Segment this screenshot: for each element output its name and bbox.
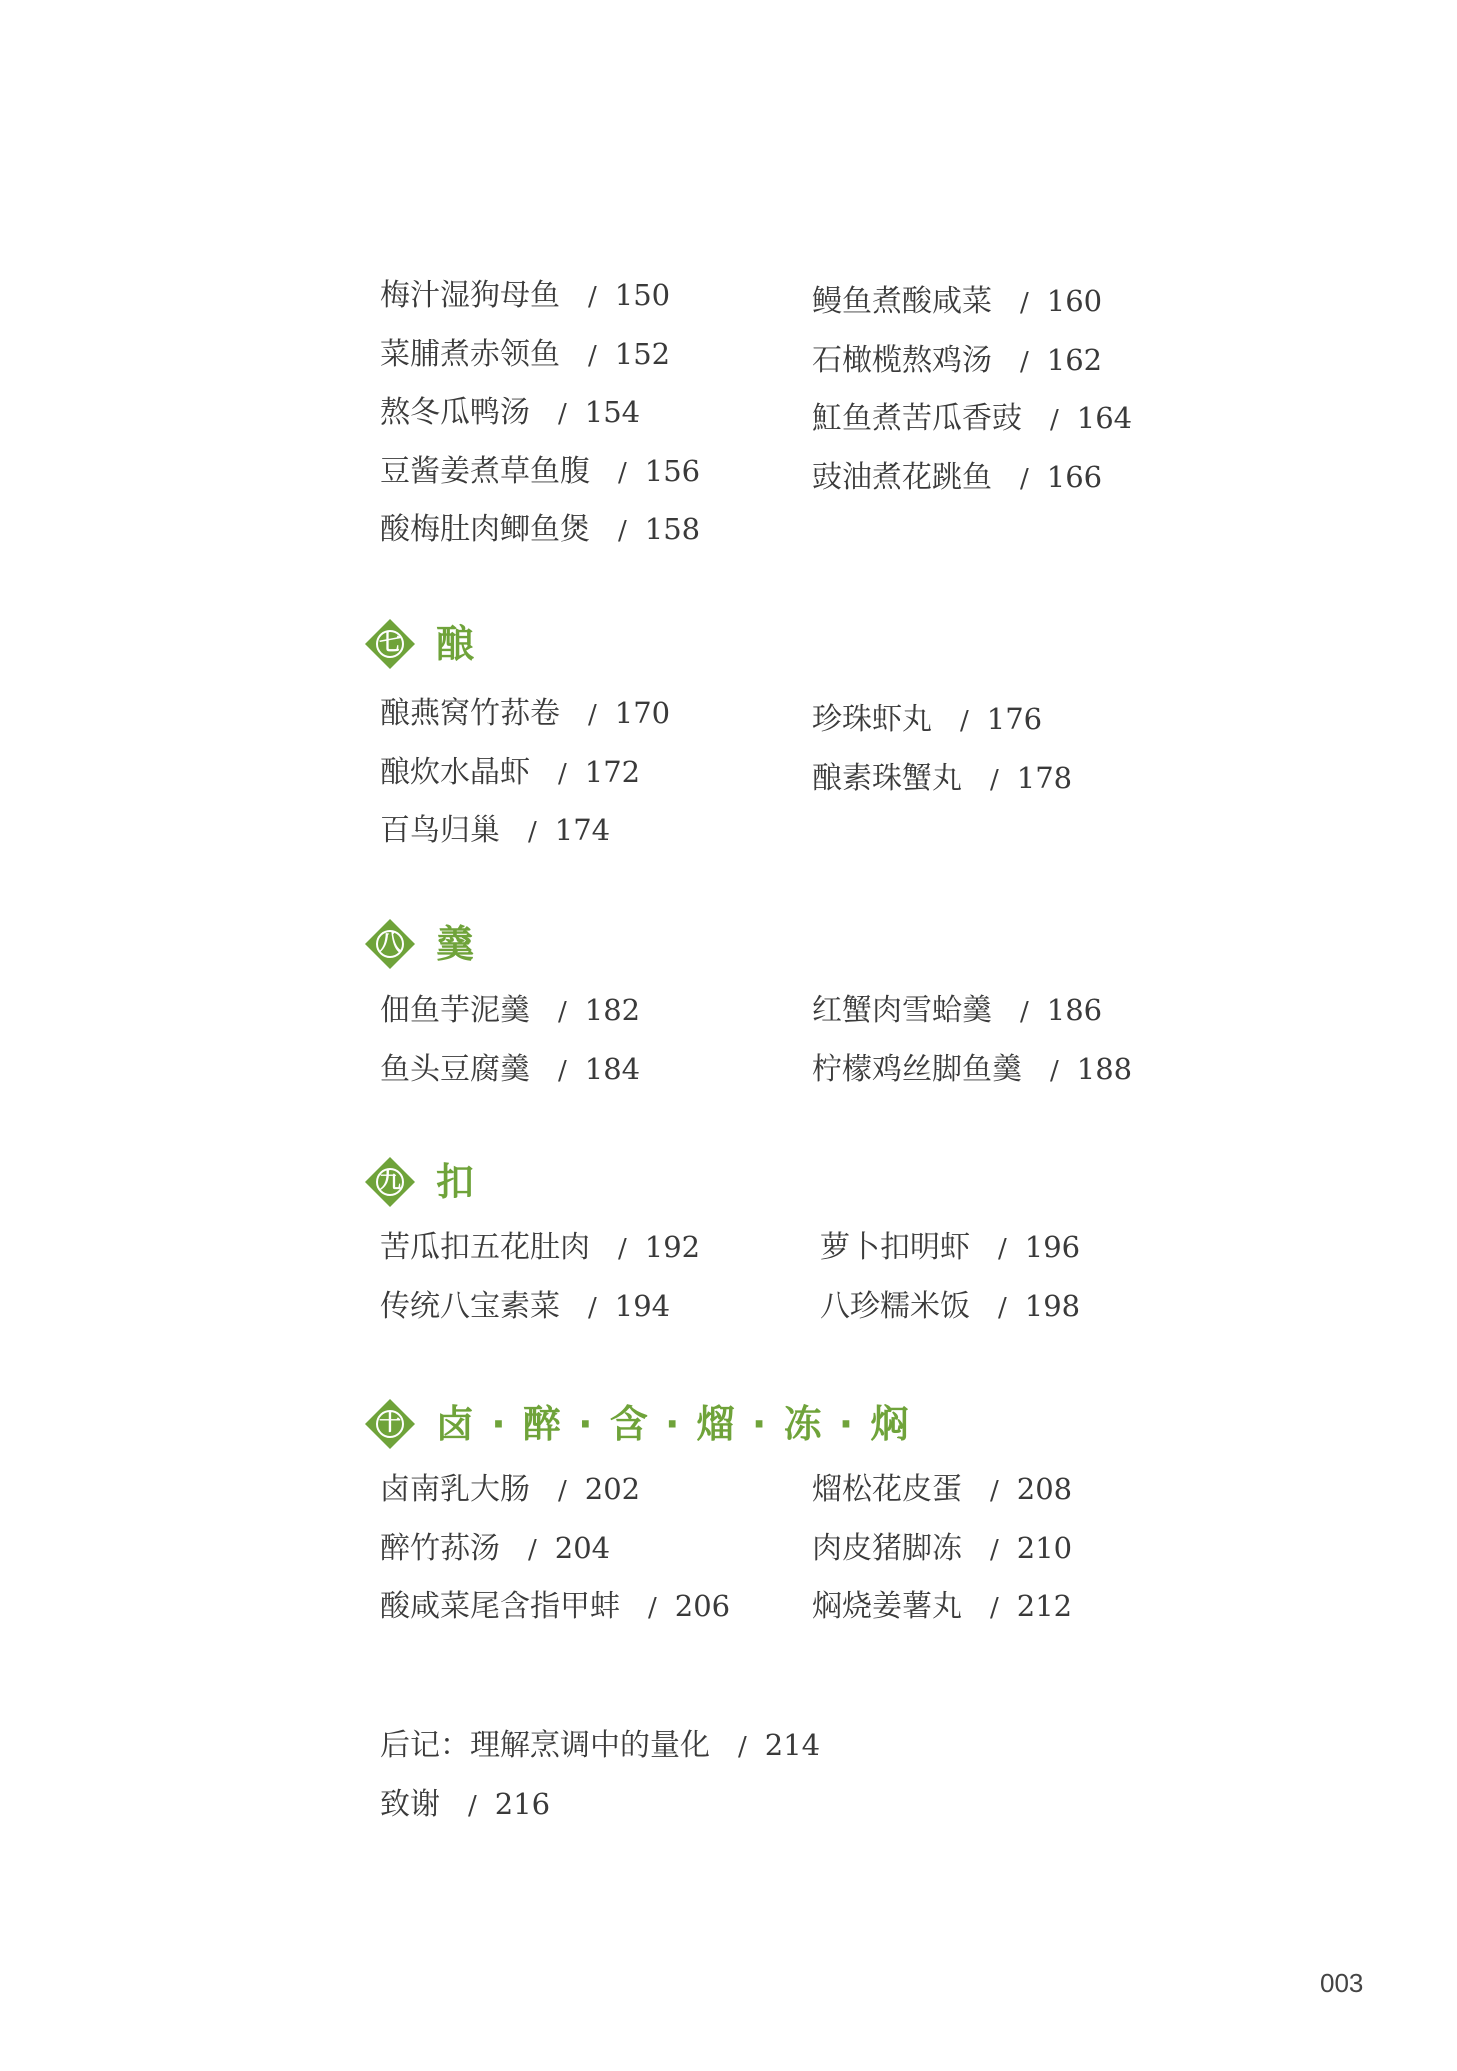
entry-page-number: 196 <box>1024 1230 1081 1264</box>
toc-entry[interactable] <box>812 340 1102 382</box>
toc-entry[interactable] <box>812 990 1102 1032</box>
entry-page-number: 206 <box>674 1589 731 1623</box>
toc-entry[interactable] <box>380 451 700 493</box>
entry-title: 醉竹荪汤 <box>380 1530 500 1566</box>
entry-page-number: 176 <box>986 702 1043 736</box>
toc-entry[interactable] <box>380 1286 670 1328</box>
toc-entry[interactable] <box>812 1586 1072 1628</box>
separator-slash: / <box>998 1234 1007 1264</box>
entry-page-number: 208 <box>1016 1472 1073 1506</box>
separator-slash: / <box>1050 1055 1059 1086</box>
toc-entry[interactable] <box>380 334 670 376</box>
section-title: 扣 <box>436 1160 477 1204</box>
entry-page-number: 172 <box>584 754 641 789</box>
entry-title: 酸梅肚肉鲫鱼煲 <box>380 512 590 547</box>
separator-slash: / <box>618 516 627 546</box>
toc-entry[interactable] <box>820 1286 1080 1328</box>
toc-entry[interactable] <box>812 281 1102 323</box>
entry-page-number: 204 <box>554 1530 611 1565</box>
toc-entry[interactable] <box>380 1725 820 1767</box>
toc-entry[interactable] <box>380 1784 550 1826</box>
entry-page-number: 174 <box>554 813 611 847</box>
entry-page-number: 160 <box>1046 284 1103 318</box>
separator-slash: / <box>1020 288 1029 318</box>
separator-slash: / <box>618 457 627 488</box>
entry-page-number: 158 <box>644 512 701 546</box>
entry-page-number: 188 <box>1076 1051 1133 1086</box>
entry-title: 豉油煮花跳鱼 <box>812 459 992 495</box>
toc-entry[interactable] <box>820 1227 1080 1269</box>
section-number: 八 <box>378 931 401 956</box>
entry-title: 鱼头豆腐羹 <box>380 1051 530 1087</box>
toc-entry[interactable] <box>380 509 700 551</box>
entry-title: 八珍糯米饭 <box>820 1288 970 1324</box>
separator-slash: / <box>468 1790 477 1821</box>
toc-entry[interactable] <box>380 752 640 794</box>
entry-title: 鳗鱼煮酸咸菜 <box>812 284 992 319</box>
separator-slash: / <box>558 399 567 429</box>
entry-page-number: 186 <box>1046 993 1103 1027</box>
entry-title: 酿炊水晶虾 <box>380 754 530 790</box>
entry-title: 酸咸菜尾含指甲蚌 <box>380 1589 620 1624</box>
separator-slash: / <box>990 764 999 795</box>
toc-entry[interactable] <box>380 1586 730 1628</box>
entry-page-number: 192 <box>644 1230 701 1264</box>
separator-slash: / <box>738 1732 747 1762</box>
toc-entry[interactable] <box>812 398 1132 440</box>
toc-entry[interactable] <box>380 1528 610 1570</box>
entry-title: 百鸟归巢 <box>380 813 500 848</box>
toc-entry[interactable] <box>812 1528 1072 1570</box>
entry-title: 肉皮猪脚冻 <box>812 1530 962 1566</box>
entry-page-number: 212 <box>1016 1589 1073 1623</box>
entry-page-number: 156 <box>644 453 701 488</box>
entry-title: 珍珠虾丸 <box>812 702 932 737</box>
entry-page-number: 150 <box>614 278 671 312</box>
separator-slash: / <box>1020 346 1029 377</box>
toc-entry[interactable] <box>380 275 670 317</box>
toc-entry[interactable] <box>812 699 1042 741</box>
section-number: 九 <box>378 1169 401 1194</box>
separator-slash: / <box>990 1534 999 1565</box>
entry-title: 后记：理解烹调中的量化 <box>380 1728 710 1763</box>
entry-page-number: 214 <box>764 1728 821 1762</box>
entry-page-number: 182 <box>584 993 641 1027</box>
separator-slash: / <box>618 1234 627 1264</box>
section-number-badge-icon <box>364 1156 416 1208</box>
separator-slash: / <box>998 1292 1007 1323</box>
toc-entry[interactable] <box>812 1469 1072 1511</box>
entry-title: 卤南乳大肠 <box>380 1472 530 1507</box>
section-number: 十 <box>378 1411 401 1436</box>
entry-title: 致谢 <box>380 1786 440 1822</box>
section-number-badge-icon <box>364 1398 416 1450</box>
separator-slash: / <box>528 817 537 847</box>
section-number-badge-icon <box>364 918 416 970</box>
separator-slash: / <box>558 1476 567 1506</box>
entry-title: 梅汁湿狗母鱼 <box>380 278 560 313</box>
separator-slash: / <box>1020 997 1029 1027</box>
separator-slash: / <box>588 1292 597 1323</box>
entry-page-number: 178 <box>1016 760 1073 795</box>
entry-page-number: 170 <box>614 696 671 730</box>
entry-page-number: 162 <box>1046 342 1103 377</box>
entry-page-number: 198 <box>1024 1288 1081 1323</box>
toc-entry[interactable] <box>380 1469 640 1511</box>
separator-slash: / <box>588 282 597 312</box>
separator-slash: / <box>990 1476 999 1506</box>
section-number-badge-icon <box>364 618 416 670</box>
separator-slash: / <box>960 706 969 736</box>
toc-entry[interactable] <box>812 1049 1132 1091</box>
entry-title: 熘松花皮蛋 <box>812 1472 962 1507</box>
toc-entry[interactable] <box>812 758 1072 800</box>
entry-page-number: 202 <box>584 1472 641 1506</box>
toc-entry[interactable] <box>380 693 670 735</box>
separator-slash: / <box>648 1593 657 1623</box>
toc-entry[interactable] <box>380 810 610 852</box>
entry-page-number: 210 <box>1016 1530 1073 1565</box>
entry-title: 红蟹肉雪蛤羹 <box>812 993 992 1028</box>
separator-slash: / <box>558 997 567 1027</box>
entry-title: 萝卜扣明虾 <box>820 1230 970 1265</box>
section-title: 卤 · 醉 · 含 · 熘 · 冻 · 焖 <box>436 1402 911 1446</box>
toc-entry[interactable] <box>380 1227 700 1269</box>
entry-title: 酿素珠蟹丸 <box>812 760 962 796</box>
entry-title: 豆酱姜煮草鱼腹 <box>380 453 590 489</box>
separator-slash: / <box>558 1055 567 1086</box>
separator-slash: / <box>588 700 597 730</box>
entry-title: 传统八宝素菜 <box>380 1288 560 1324</box>
entry-title: 魟鱼煮苦瓜香豉 <box>812 401 1022 436</box>
page-number: 003 <box>1320 1968 1364 1998</box>
entry-page-number: 184 <box>584 1051 641 1086</box>
toc-entry[interactable] <box>380 392 640 434</box>
entry-title: 酿燕窝竹荪卷 <box>380 696 560 731</box>
section-title: 羹 <box>436 922 477 966</box>
entry-page-number: 166 <box>1046 459 1103 494</box>
entry-page-number: 154 <box>584 395 641 429</box>
separator-slash: / <box>990 1593 999 1623</box>
entry-page-number: 216 <box>494 1786 551 1821</box>
entry-title: 菜脯煮赤领鱼 <box>380 336 560 372</box>
toc-entry[interactable] <box>380 1049 640 1091</box>
separator-slash: / <box>1020 463 1029 494</box>
toc-entry[interactable] <box>380 990 640 1032</box>
separator-slash: / <box>588 340 597 371</box>
separator-slash: / <box>558 758 567 789</box>
section-number: 七 <box>378 631 401 656</box>
entry-title: 柠檬鸡丝脚鱼羹 <box>812 1051 1022 1087</box>
entry-page-number: 194 <box>614 1288 671 1323</box>
entry-page-number: 164 <box>1076 401 1133 435</box>
entry-page-number: 152 <box>614 336 671 371</box>
section-title: 酿 <box>436 622 477 666</box>
separator-slash: / <box>528 1534 537 1565</box>
toc-entry[interactable] <box>812 457 1102 499</box>
entry-title: 石橄榄熬鸡汤 <box>812 342 992 378</box>
entry-title: 焖烧姜薯丸 <box>812 1589 962 1624</box>
entry-title: 苦瓜扣五花肚肉 <box>380 1230 590 1265</box>
entry-title: 佃鱼芋泥羹 <box>380 993 530 1028</box>
separator-slash: / <box>1050 405 1059 435</box>
entry-title: 熬冬瓜鸭汤 <box>380 395 530 430</box>
